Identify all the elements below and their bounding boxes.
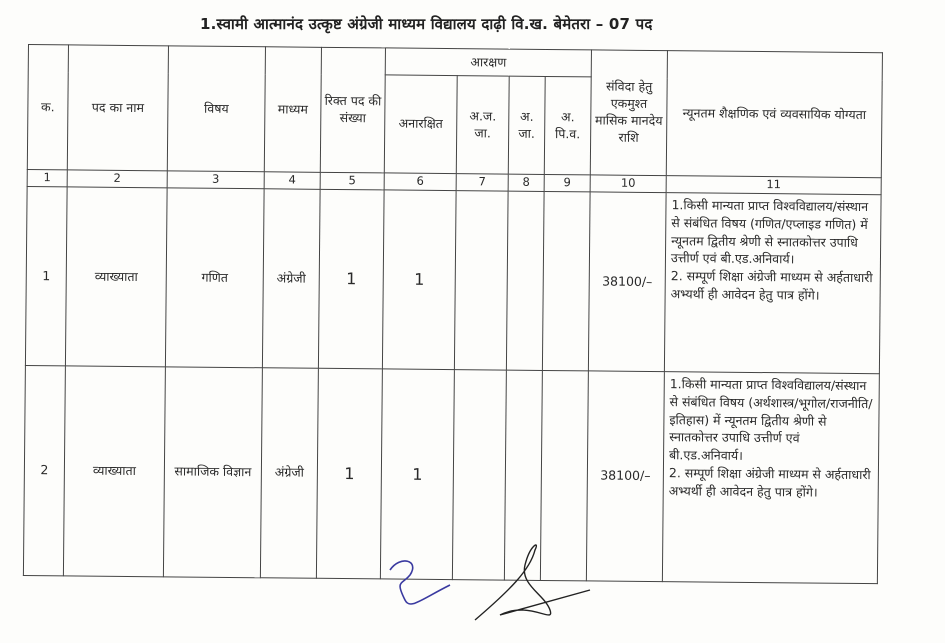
document-title: 1.स्वामी आत्मानंद उत्कृष्ट अंग्रेजी माध्यम विद्यालय दाढ़ी वि.ख. बेमेतरा – 07 पद xyxy=(200,15,653,33)
qualification-point: 1.किसी मान्यता प्राप्त विश्वविद्यालय/संस्थान से संबंधित विषय (अर्थशास्त्र/भूगोल/राजनीति/इतिहास) में न्यूनतम द्वितीय श्रेणी से स्नातकोत्तर उपाधि उत्तीर्ण एवं बी.एड.अनिवार्य। xyxy=(669,376,873,463)
qualification-point: 2. सम्पूर्ण शिक्षा अंग्रेजी माध्यम से अर्हताधारी अभ्यर्थी ही आवेदन हेतु पात्र होंगे। xyxy=(668,464,871,500)
column-number: 5 xyxy=(320,172,384,190)
header-post-name: पद का नाम xyxy=(67,45,168,171)
vacancy-table-wrapper xyxy=(23,44,883,584)
cell-subject: सामाजिक विज्ञान xyxy=(163,367,262,578)
cell-st xyxy=(454,191,508,370)
cell-post-name: व्याख्याता xyxy=(65,187,167,367)
cell-subject: गणित xyxy=(165,188,264,368)
cell-medium: अंग्रेजी xyxy=(262,189,320,369)
column-number: 1 xyxy=(27,169,67,186)
signature-marks xyxy=(380,540,640,640)
cell-vacancies: 1 xyxy=(316,368,382,579)
cell-salary: 38100/– xyxy=(586,371,664,582)
column-number: 9 xyxy=(544,174,590,191)
column-number: 6 xyxy=(384,173,456,191)
vacancy-table xyxy=(23,44,883,584)
column-number: 3 xyxy=(167,171,264,189)
column-number: 4 xyxy=(264,172,320,190)
column-number: 2 xyxy=(67,170,167,188)
cell-medium: अंग्रेजी xyxy=(260,368,318,579)
cell-salary: 38100/– xyxy=(588,192,666,372)
cell-unreserved: 1 xyxy=(380,369,454,580)
cell-obc xyxy=(542,191,590,370)
cell-qualification xyxy=(664,193,881,374)
header-unreserved: अनारक्षित xyxy=(384,75,457,174)
cell-sc xyxy=(506,191,544,370)
header-medium: माध्यम xyxy=(264,47,321,173)
column-number: 10 xyxy=(590,175,666,193)
cell-sno: 2 xyxy=(23,365,65,575)
header-reservation: आरक्षण xyxy=(385,48,591,77)
header-salary: संविदा हेतु एकमुश्त मासिक मानदेय राशि xyxy=(590,50,667,176)
cell-vacancies: 1 xyxy=(318,189,384,369)
header-sc: अ. जा. xyxy=(508,76,545,174)
header-vacancies: रिक्त पद की संख्या xyxy=(320,47,385,173)
qualification-point: 1.किसी मान्यता प्राप्त विश्वविद्यालय/संस्थान से संबंधित विषय (गणित/एप्लाइड गणित) में न्यूनतम द्वितीय श्रेणी से स्नातकोत्तर उपाधि उत्तीर्ण एवं बी.एड.अनिवार्य। xyxy=(670,197,869,267)
column-number: 11 xyxy=(666,176,881,195)
cell-post-name: व्याख्याता xyxy=(63,366,165,577)
cell-qualification xyxy=(662,372,879,584)
table-row xyxy=(25,186,881,373)
column-number: 8 xyxy=(508,174,544,191)
cell-unreserved: 1 xyxy=(382,190,456,370)
cell-sno: 1 xyxy=(25,186,67,365)
qualification-point: 2. सम्पूर्ण शिक्षा अंग्रेजी माध्यम से अर्हताधारी अभ्यर्थी ही आवेदन हेतु पात्र होंगे। xyxy=(670,268,873,303)
header-qualification: न्यूनतम शैक्षणिक एवं व्यवसायिक योग्यता xyxy=(666,51,882,178)
header-sno: क. xyxy=(27,45,68,170)
header-st: अ.ज. जा. xyxy=(456,76,509,174)
header-subject: विषय xyxy=(167,46,265,172)
header-obc: अ. पि.व. xyxy=(544,76,591,174)
column-number: 7 xyxy=(456,174,508,191)
